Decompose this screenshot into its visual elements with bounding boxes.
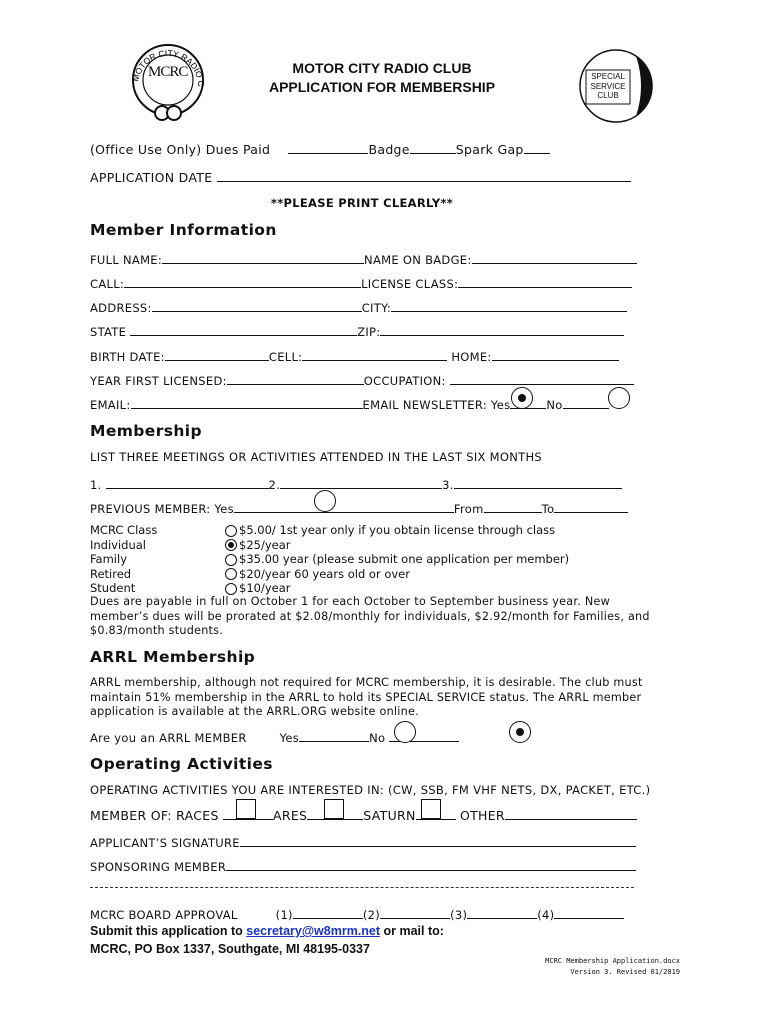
dues-option-list	[225, 523, 569, 596]
office-dues-label: (Office Use Only) Dues Paid	[90, 142, 271, 157]
logo-line-2: SERVICE	[590, 81, 626, 91]
sponsoring-member-label: SPONSORING MEMBER	[90, 860, 227, 874]
from-field[interactable]	[484, 500, 542, 513]
meeting-1-label: 1.	[90, 478, 102, 492]
full-name-field[interactable]	[162, 251, 364, 264]
mcrc-logo-monogram: MCRC	[148, 64, 188, 80]
license-class-label: LICENSE CLASS:	[361, 277, 459, 291]
board-sig-2-field[interactable]	[380, 906, 450, 919]
other-field[interactable]	[505, 807, 637, 820]
board-approval-label: MCRC BOARD APPROVAL	[90, 908, 238, 922]
year-licensed-field[interactable]	[227, 372, 364, 385]
dues-option-radio-student[interactable]	[225, 583, 237, 595]
arrl-paragraph: ARRL membership, although not required for MCRC membership, it is desirable. The club must maintain 51% membership in the ARRL to hold its SPECIAL SERVICE status. The ARRL member application is available at the ARRL.ORG website online.	[90, 676, 643, 718]
application-date-field[interactable]	[217, 169, 631, 182]
member-class-list	[90, 523, 157, 596]
operating-interests: OPERATING ACTIVITIES YOU ARE INTERESTED IN: (CW, SSB, FM VHF NETS, DX, PACKET, ETC.)	[90, 783, 651, 797]
saturn-label: SATURN	[363, 808, 416, 823]
arrl-no-radio[interactable]	[509, 721, 531, 743]
arrl-yes-label: Yes	[279, 731, 300, 745]
cell-field[interactable]	[302, 348, 447, 361]
mcrc-logo-ring-text: MOTOR CITY RADIO C	[130, 47, 207, 88]
submit-prefix: Submit this application to	[90, 924, 247, 938]
arrl-question: Are you an ARRL MEMBER	[90, 731, 247, 745]
cell-label: CELL:	[268, 350, 303, 364]
board-sig-2-label: (2)	[362, 908, 381, 922]
club-title: MOTOR CITY RADIO CLUB	[292, 60, 472, 76]
meeting-3-label: 3.	[442, 478, 454, 492]
other-label: OTHER	[459, 808, 505, 823]
from-label: From	[453, 502, 484, 516]
class-retired: Retired	[90, 566, 132, 581]
occupation-field[interactable]	[450, 372, 634, 385]
signature-field[interactable]	[240, 834, 636, 847]
member-info-heading: Member Information	[90, 221, 277, 239]
mailing-address: MCRC, PO Box 1337, Southgate, MI 48195-0337	[90, 942, 370, 956]
special-service-club-logo	[578, 48, 654, 124]
board-sig-1-label: (1)	[275, 908, 293, 922]
dues-paid-field[interactable]	[288, 141, 368, 154]
state-label: STATE	[90, 325, 127, 339]
newsletter-no-radio[interactable]	[608, 387, 630, 409]
dues-note: Dues are payable in full on October 1 for each October to September business year. New member’s dues will be prorated at $2.08/monthly for individuals, $2.92/month for Families, and $0.83/month students.	[90, 595, 650, 637]
dues-option-student: $10/year	[239, 581, 291, 595]
email-label: EMAIL:	[90, 398, 131, 412]
dues-option-radio-individual[interactable]	[225, 539, 237, 551]
saturn-checkbox[interactable]	[421, 799, 441, 819]
meeting-3-field[interactable]	[454, 476, 622, 489]
arrl-no-label: No	[369, 731, 386, 745]
print-clearly-note: **PLEASE PRINT CLEARLY**	[270, 196, 454, 210]
arrl-heading: ARRL Membership	[90, 648, 256, 666]
occupation-label: OCCUPATION:	[363, 374, 446, 388]
year-licensed-label: YEAR FIRST LICENSED:	[90, 374, 227, 388]
newsletter-no-label: No	[546, 398, 563, 412]
birth-date-label: BIRTH DATE:	[90, 350, 165, 364]
form-title: APPLICATION FOR MEMBERSHIP	[268, 79, 496, 95]
email-newsletter-label: EMAIL NEWSLETTER: Yes	[362, 398, 511, 412]
home-field[interactable]	[492, 348, 619, 361]
ares-checkbox[interactable]	[324, 799, 344, 819]
to-label: To	[541, 502, 555, 516]
name-on-badge-field[interactable]	[472, 251, 637, 264]
board-sig-4-label: (4)	[537, 908, 555, 922]
birth-date-field[interactable]	[165, 348, 269, 361]
name-on-badge-label: NAME ON BADGE:	[364, 253, 472, 267]
dues-option-mcrc: $5.00/ 1st year only if you obtain license through class	[239, 523, 556, 537]
badge-field[interactable]	[410, 141, 456, 154]
previous-member-label: PREVIOUS MEMBER: Yes	[90, 502, 234, 516]
address-label: ADDRESS:	[90, 301, 152, 315]
submit-suffix: or mail to:	[380, 924, 444, 938]
email-field[interactable]	[131, 396, 363, 409]
spark-gap-field[interactable]	[524, 141, 550, 154]
zip-field[interactable]	[380, 323, 624, 336]
class-family: Family	[90, 552, 128, 566]
board-sig-3-field[interactable]	[467, 906, 537, 919]
to-field[interactable]	[554, 500, 628, 513]
meeting-2-label: 2.	[268, 478, 281, 492]
application-date-label: APPLICATION DATE	[90, 170, 213, 185]
full-name-label: FULL NAME:	[90, 253, 163, 267]
meetings-prompt: LIST THREE MEETINGS OR ACTIVITIES ATTENDED IN THE LAST SIX MONTHS	[90, 450, 543, 464]
class-individual: Individual	[90, 537, 147, 552]
dues-option-radio-retired[interactable]	[225, 568, 237, 580]
license-class-field[interactable]	[458, 275, 632, 288]
divider-dashed	[90, 887, 634, 888]
call-field[interactable]	[124, 275, 361, 288]
dues-option-radio-mcrc[interactable]	[225, 525, 237, 537]
secretary-email-link[interactable]: secretary@w8mrm.net	[246, 924, 381, 938]
board-sig-4-field[interactable]	[554, 906, 624, 919]
zip-label: ZIP:	[357, 325, 381, 339]
membership-heading: Membership	[90, 422, 203, 440]
home-label: HOME:	[451, 350, 492, 364]
footer-version: Version 3. Revised 01/2019	[570, 968, 680, 976]
meeting-1-field[interactable]	[106, 476, 269, 489]
spark-gap-label: Spark Gap	[455, 142, 524, 157]
class-student: Student	[90, 581, 136, 595]
logo-line-1: SPECIAL	[591, 72, 625, 81]
signature-label: APPLICANT’S SIGNATURE	[90, 836, 240, 850]
city-field[interactable]	[391, 299, 627, 312]
board-sig-1-field[interactable]	[293, 906, 363, 919]
operating-heading: Operating Activities	[90, 755, 273, 773]
newsletter-yes-radio[interactable]	[511, 387, 533, 409]
sponsoring-member-field[interactable]	[226, 858, 636, 871]
address-field[interactable]	[152, 299, 362, 312]
class-mcrc: MCRC Class	[90, 523, 158, 537]
meeting-2-field[interactable]	[280, 476, 442, 489]
badge-label: Badge	[368, 142, 410, 157]
dues-option-family: $35.00 year (please submit one application per member)	[239, 552, 570, 566]
dues-option-retired: $20/year 60 years old or over	[239, 566, 410, 581]
city-label: CITY:	[361, 301, 392, 315]
state-field[interactable]	[130, 323, 357, 336]
call-label: CALL:	[90, 277, 125, 291]
board-sig-3-label: (3)	[450, 908, 468, 922]
dues-option-radio-family[interactable]	[225, 554, 237, 566]
member-of-races-label: MEMBER OF: RACES	[90, 808, 219, 823]
logo-line-3: CLUB	[597, 91, 619, 100]
footer-filename: MCRC Membership Application.docx	[545, 957, 680, 965]
races-checkbox[interactable]	[236, 799, 256, 819]
dues-option-individual: $25/year	[239, 537, 291, 552]
ares-label: ARES	[273, 808, 308, 823]
